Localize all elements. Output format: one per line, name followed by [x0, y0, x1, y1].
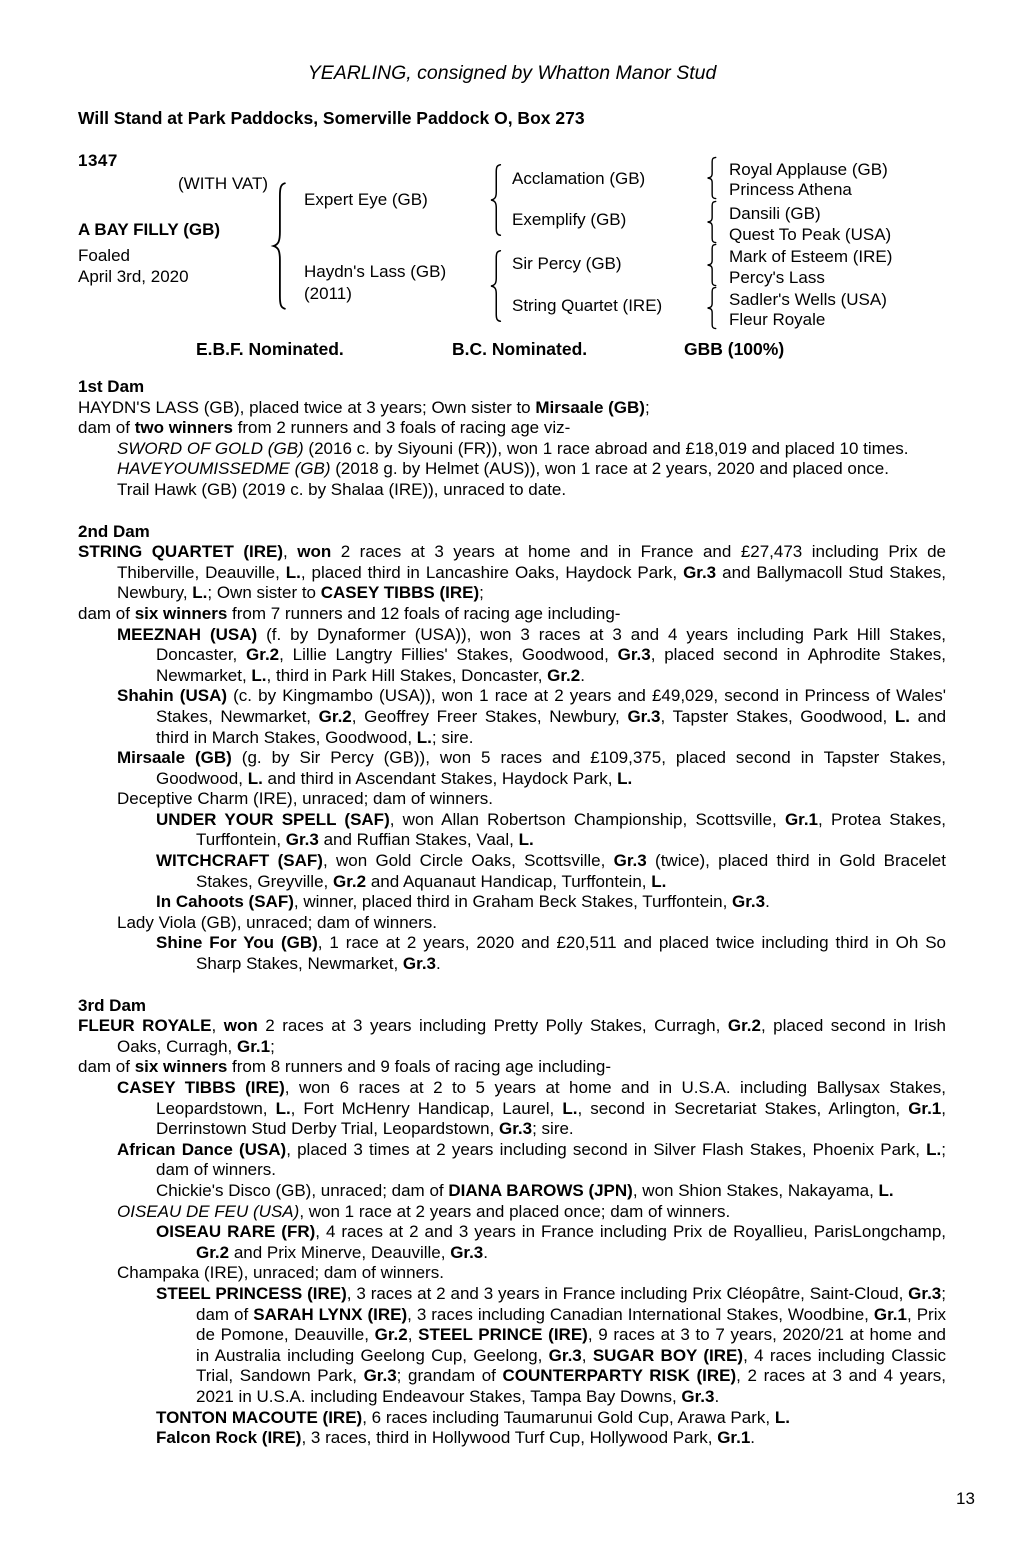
text-segment: , Lillie Langtry Fillies' Stakes, Goodwood, [279, 645, 618, 665]
pedigree-paragraph [78, 686, 946, 748]
pedigree-paragraph [78, 1222, 946, 1263]
pedigree-paragraph [78, 933, 946, 974]
dam-section-heading: 1st Dam [78, 377, 145, 396]
text-segment: L. [251, 665, 267, 685]
text-segment: L. [275, 1098, 291, 1118]
text-segment: , 3 races including Canadian International Stakes, Woodbine, [407, 1304, 874, 1324]
text-segment: , second in Secretariat Stakes, Arlington, [577, 1098, 909, 1118]
text-segment: African Dance (USA) [117, 1139, 287, 1159]
great-grandparent-name: Fleur Royale [729, 310, 826, 329]
text-segment: L. [285, 562, 301, 582]
text-segment: Gr.3 [548, 1345, 582, 1365]
text-segment: ; Own sister to [207, 583, 321, 603]
text-segment: , third in Park Hill Stakes, Doncaster, [266, 665, 548, 685]
text-segment: SARAH LYNX (IRE) [253, 1304, 408, 1324]
text-segment: , 4 races at 2 and 3 years in France including Prix de Royallieu, ParisLongchamp, [315, 1222, 946, 1242]
pedigree-table [0, 150, 1024, 355]
text-segment: , 2 races at 3 and 4 years, 2021 in U.S.A. including Endeavour Stakes, Tampa Bay Downs, [196, 1366, 946, 1406]
text-segment: ; [479, 583, 484, 603]
ebf-nominated-label: E.B.F. Nominated. [196, 339, 344, 359]
pedigree-paragraph [78, 398, 946, 419]
pedigree-paragraph [78, 892, 946, 913]
pedigree-paragraph [78, 851, 946, 892]
pedigree-paragraph [78, 625, 946, 687]
pedigree-paragraph [78, 439, 946, 460]
text-segment: STEEL PRINCESS (IRE) [156, 1283, 347, 1303]
text-segment: Gr.3 [683, 562, 717, 582]
foaled-label: Foaled [78, 246, 130, 265]
text-segment: from 8 runners and 9 foals of racing age including- [227, 1057, 611, 1077]
great-grandparent-name: Princess Athena [729, 180, 852, 199]
text-segment: L. [518, 830, 534, 850]
text-segment: L. [651, 871, 667, 891]
pedigree-paragraph [78, 748, 946, 789]
text-segment: L. [247, 768, 263, 788]
text-segment: HAYDN'S LASS (GB), placed twice at 3 years; Own sister to [78, 397, 536, 417]
text-segment: , 9 races at 3 to 7 years, 2020/21 at home and in Australia including Geelong Cup, Geelong, [196, 1325, 946, 1365]
text-segment: Gr.1 [873, 1304, 907, 1324]
pedigree-paragraph [78, 789, 946, 810]
text-segment: CASEY TIBBS (IRE) [117, 1078, 285, 1097]
pedigree-brace-icon [705, 287, 718, 329]
text-segment: 2 races at 3 years at home and in France and £27,473 including Prix de Thiberville, Deauville, [117, 542, 947, 582]
text-segment: , 4 races including Classic Trial, Sandown Park, [196, 1345, 946, 1386]
foaled-date: April 3rd, 2020 [78, 267, 189, 286]
dam-section [78, 377, 946, 501]
text-segment: Gr.2 [318, 706, 352, 726]
text-segment: and Prix Minerve, Deauville, [229, 1242, 451, 1262]
pedigree-paragraph [78, 1181, 946, 1202]
text-segment: ; dam of [196, 1283, 946, 1324]
text-segment: , 3 races, third in Hollywood Turf Cup, Hollywood Park, [301, 1428, 718, 1448]
text-segment: In Cahoots (SAF) [156, 892, 294, 912]
text-segment: Falcon Rock (IRE) [156, 1428, 302, 1448]
text-segment: Gr.2 [547, 665, 581, 685]
page-title: YEARLING, consigned by Whatton Manor Stud [307, 62, 717, 84]
text-segment: (f. by Dynaformer (USA)), won 3 races at 3 and 4 years including Park Hill Stakes, Doncaster, [156, 624, 946, 665]
gbb-label: GBB (100%) [684, 339, 785, 359]
text-segment: ; dam of winners. [156, 1139, 946, 1180]
text-segment: . [580, 665, 585, 685]
dam-dam-name: String Quartet (IRE) [512, 296, 663, 315]
text-segment: , Tapster Stakes, Goodwood, [660, 706, 895, 726]
pedigree-brace-icon [488, 250, 503, 322]
text-segment: CASEY TIBBS (IRE) [320, 583, 480, 603]
pedigree-brace-icon [270, 182, 288, 310]
pedigree-brace-icon [488, 164, 503, 236]
text-segment: . [714, 1386, 720, 1406]
text-segment: (g. by Sir Percy (GB)), won 5 races and £109,375, placed second in Tapster Stakes, Goodwood, [156, 748, 946, 788]
text-segment: , won Allan Robertson Championship, Scottsville, [389, 809, 785, 829]
pedigree-paragraph [78, 913, 946, 934]
dam-section [78, 996, 946, 1449]
pedigree-brace-icon [705, 244, 718, 286]
text-segment: , [407, 1325, 419, 1345]
pedigree-paragraph [78, 1284, 946, 1408]
text-segment: Gr.3 [499, 1119, 533, 1139]
text-segment: Gr.3 [732, 892, 766, 912]
text-segment: , [581, 1345, 593, 1365]
text-segment: Gr.3 [617, 645, 651, 665]
text-segment: OISEAU RARE (FR) [156, 1222, 316, 1242]
great-grandparent-name: Mark of Esteem (IRE) [729, 247, 893, 266]
text-segment: , Derrinstown Stud Derby Trial, Leopardstown, [156, 1098, 947, 1139]
horse-description: A BAY FILLY (GB) [78, 220, 221, 239]
pedigree-paragraph [78, 1263, 946, 1284]
text-segment: , placed 3 times at 2 years including second in Silver Flash Stakes, Phoenix Park, [286, 1139, 927, 1159]
text-segment: L. [774, 1407, 790, 1427]
text-segment: Gr.3 [627, 706, 661, 726]
text-segment: L. [894, 706, 911, 726]
text-segment: . [483, 1242, 489, 1262]
text-segment: Gr.3 [402, 954, 437, 974]
text-segment: DIANA BAROWS (JPN) [448, 1180, 633, 1200]
text-segment: OISEAU DE FEU (USA) [117, 1201, 300, 1221]
text-segment: and Aquanaut Handicap, Turffontein, [366, 871, 652, 891]
pedigree-paragraph [78, 459, 946, 480]
text-segment: Gr.1 [717, 1428, 751, 1448]
vat-note: (WITH VAT) [178, 174, 269, 193]
text-segment: (c. by Kingmambo (USA)), won 1 race at 2 years and £49,029, second in Princess of Wales' Stakes, Newmarket, [156, 686, 947, 726]
text-segment: Gr.2 [374, 1325, 408, 1345]
nominations-row [0, 339, 1024, 361]
text-segment: Gr.2 [246, 645, 280, 665]
text-segment: , Fort McHenry Handicap, Laurel, [290, 1098, 563, 1118]
text-segment: SUGAR BOY (IRE) [592, 1345, 744, 1365]
dam-year: (2011) [304, 284, 352, 303]
text-segment: L. [562, 1098, 578, 1118]
text-segment: six winners [134, 1057, 228, 1077]
text-segment: , 6 races including Taumarunui Gold Cup, Arawa Park, [362, 1407, 775, 1427]
text-segment: UNDER YOUR SPELL (SAF) [156, 809, 390, 829]
pedigree-paragraph [78, 1057, 946, 1078]
text-segment: ; sire. [532, 1119, 574, 1139]
stand-location: Will Stand at Park Paddocks, Somerville Paddock O, Box 273 [78, 108, 585, 128]
dam-section [78, 522, 946, 975]
text-segment: ; sire. [431, 727, 474, 747]
pedigree-paragraph [78, 604, 946, 625]
text-segment: Gr.2 [196, 1242, 230, 1262]
text-segment: , 3 races at 2 and 3 years in France including Prix Cléopâtre, Saint-Cloud, [346, 1283, 909, 1303]
text-segment: dam of [78, 1057, 135, 1077]
text-segment: Gr.1 [784, 809, 819, 829]
dam-sire-name: Sir Percy (GB) [512, 254, 622, 273]
pedigree-paragraph [78, 1078, 946, 1140]
text-segment: , won Shion Stakes, Nakayama, [632, 1180, 879, 1200]
pedigree-paragraph [78, 418, 946, 439]
text-segment: , won Gold Circle Oaks, Scottsville, [322, 851, 614, 871]
text-segment: six winners [134, 603, 228, 623]
text-segment: STEEL PRINCE (IRE) [418, 1325, 588, 1345]
text-segment: Shine For You (GB) [156, 933, 318, 953]
text-segment: L. [926, 1139, 942, 1159]
pedigree-brace-icon [705, 157, 718, 199]
text-segment: dam of [78, 603, 135, 623]
text-segment: (2018 g. by Helmet (AUS)), won 1 race at 2 years, 2020 and placed once. [330, 459, 889, 479]
pedigree-paragraph [78, 1408, 946, 1429]
text-segment: . [436, 954, 441, 974]
text-segment: from 7 runners and 12 foals of racing age including- [227, 603, 621, 623]
text-segment: , won 6 races at 2 to 5 years at home and in U.S.A. including Ballysax Stakes, Leopardstown, [156, 1078, 946, 1118]
text-segment: two winners [134, 418, 233, 438]
text-segment: ; grandam of [396, 1366, 503, 1386]
text-segment: and Ruffian Stakes, Vaal, [318, 830, 519, 850]
text-segment: Gr.1 [908, 1098, 942, 1118]
text-segment: Gr.2 [727, 1016, 761, 1036]
sire-dam-name: Exemplify (GB) [512, 210, 627, 229]
lot-number: 1347 [78, 151, 118, 170]
text-segment: COUNTERPARTY RISK (IRE) [502, 1366, 737, 1386]
text-segment: , [211, 1016, 224, 1036]
text-segment: , Prix de Pomone, Deauville, [196, 1304, 946, 1345]
bc-nominated-label: B.C. Nominated. [452, 339, 588, 359]
text-segment: Gr.3 [450, 1242, 484, 1262]
text-segment: and third in March Stakes, Goodwood, [156, 706, 947, 747]
text-segment: SWORD OF GOLD (GB) [117, 438, 304, 458]
text-segment: from 2 runners and 3 foals of racing age viz- [232, 418, 571, 438]
text-segment: Gr.3 [681, 1386, 715, 1406]
dam-sections [78, 377, 946, 1449]
pedigree-paragraph [78, 542, 946, 604]
text-segment: Chickie's Disco (GB), unraced; dam of [156, 1180, 449, 1200]
text-segment: and Ballymacoll Stud Stakes, Newbury, [117, 562, 946, 603]
text-segment: and third in Ascendant Stakes, Haydock Park, [262, 768, 618, 788]
text-segment: won [297, 542, 332, 562]
text-segment: , Geoffrey Freer Stakes, Newbury, [351, 706, 628, 726]
text-segment: Mirsaale (GB) [535, 397, 645, 417]
text-segment: L. [192, 583, 208, 603]
great-grandparent-name: Royal Applause (GB) [729, 160, 888, 179]
pedigree-brace-icon [705, 201, 718, 243]
text-segment: dam of [78, 418, 135, 438]
text-segment: , placed second in Aphrodite Stakes, Newmarket, [156, 645, 946, 685]
text-segment: (2016 c. by Siyouni (FR)), won 1 race abroad and £18,019 and placed 10 times. [303, 438, 909, 458]
text-segment: ; [270, 1036, 275, 1056]
text-segment: . [765, 892, 770, 912]
text-segment: Gr.1 [237, 1036, 271, 1056]
text-segment: MEEZNAH (USA) [117, 624, 258, 644]
text-segment: HAVEYOUMISSEDME (GB) [117, 459, 331, 479]
text-segment: STRING QUARTET (IRE) [78, 542, 284, 562]
text-segment: Champaka (IRE), unraced; dam of winners. [117, 1263, 444, 1283]
text-segment: , Protea Stakes, Turffontein, [196, 809, 946, 850]
dam-section-heading: 3rd Dam [78, 995, 147, 1015]
pedigree-paragraph [78, 1428, 946, 1449]
text-segment: ; [644, 397, 650, 417]
text-segment: WITCHCRAFT (SAF) [156, 851, 323, 871]
pedigree-paragraph [78, 810, 946, 851]
text-segment: , won 1 race at 2 years and placed once; dam of winners. [299, 1201, 731, 1221]
text-segment: Mirsaale (GB) [117, 748, 232, 768]
great-grandparent-name: Percy's Lass [729, 268, 825, 287]
text-segment: Gr.3 [285, 830, 319, 850]
page-number: 13 [956, 1489, 975, 1508]
pedigree-paragraph [78, 1202, 946, 1223]
text-segment: (twice), placed third in Gold Bracelet Stakes, Greyville, [196, 851, 946, 891]
text-segment: Gr.3 [613, 851, 647, 871]
great-grandparent-name: Dansili (GB) [729, 204, 821, 223]
text-segment: FLEUR ROYALE [78, 1016, 212, 1036]
text-segment: won [223, 1016, 258, 1036]
text-segment: L. [617, 768, 633, 788]
text-segment: Deceptive Charm (IRE), unraced; dam of winners. [117, 789, 494, 809]
dam-section-heading: 2nd Dam [78, 521, 150, 541]
text-segment: Shahin (USA) [117, 686, 228, 706]
dam-name: Haydn's Lass (GB) [304, 262, 447, 281]
text-segment: Gr.2 [333, 871, 367, 891]
text-segment: Gr.3 [908, 1283, 942, 1303]
great-grandparent-name: Quest To Peak (USA) [729, 225, 892, 244]
text-segment: , placed third in Lancashire Oaks, Haydock Park, [300, 562, 684, 582]
text-segment: , winner, placed third in Graham Beck Stakes, Turffontein, [293, 892, 733, 912]
pedigree-paragraph [78, 1140, 946, 1181]
sire-name: Expert Eye (GB) [304, 190, 428, 209]
text-segment: Trail Hawk (GB) (2019 c. by Shalaa (IRE)), unraced to date. [117, 479, 567, 499]
great-grandparent-name: Sadler's Wells (USA) [729, 290, 887, 309]
pedigree-paragraph [78, 480, 946, 501]
pedigree-paragraph [78, 1016, 946, 1057]
text-segment: . [750, 1428, 756, 1448]
text-segment: Gr.3 [363, 1366, 397, 1386]
text-segment: , 1 race at 2 years, 2020 and £20,511 and placed twice including third in Oh So Sharp Stakes, Newmarket, [196, 933, 947, 974]
text-segment: L. [878, 1180, 894, 1200]
text-segment: , [283, 542, 298, 562]
text-segment: L. [416, 727, 432, 747]
text-segment: TONTON MACOUTE (IRE) [156, 1407, 363, 1427]
text-segment: Lady Viola (GB), unraced; dam of winners. [117, 912, 438, 932]
text-segment: , placed second in Irish Oaks, Curragh, [117, 1016, 946, 1056]
sire-sire-name: Acclamation (GB) [512, 169, 646, 188]
text-segment: 2 races at 3 years including Pretty Polly Stakes, Curragh, [257, 1016, 728, 1036]
